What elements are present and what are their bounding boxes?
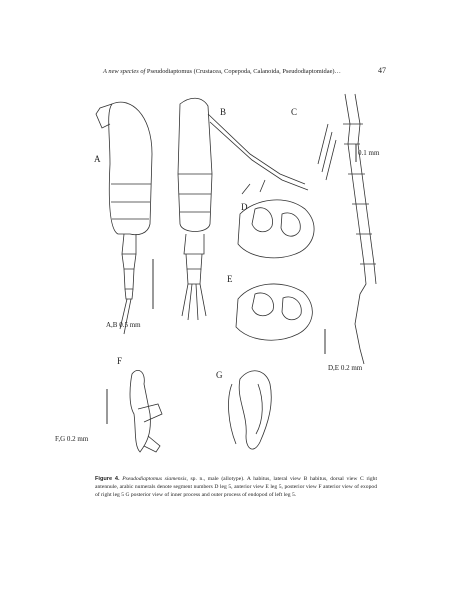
- panel-label-f: F: [117, 356, 123, 366]
- panel-label-e: E: [227, 274, 233, 284]
- panel-label-c: C: [291, 107, 298, 117]
- leg5-posterior-drawing: [236, 284, 312, 340]
- scale-label-de: D,E 0.2 mm: [328, 364, 363, 372]
- running-title-prefix: A new species of: [103, 68, 146, 75]
- endopod-process-drawing: [229, 371, 272, 449]
- exopod-drawing: [130, 370, 162, 452]
- scale-label-fg: F,G 0.2 mm: [55, 435, 89, 443]
- panel-label-g: G: [216, 370, 223, 380]
- running-header: [103, 68, 373, 75]
- panel-label-a: A: [94, 154, 101, 164]
- figure-plate: [55, 84, 405, 464]
- panel-label-b: B: [220, 107, 227, 117]
- caption-text: , sp. n., male (allotype). A habitus, lateral view B habitus, dorsal view C right antennule, arabic numerals denote segment numbers D leg 5, anterior view E leg 5, posterior view F anterior view of exopod of right leg 5 G posterior view of inner process and outer process of endopod of left leg 5.: [95, 476, 378, 499]
- panel-label-d: D: [241, 202, 248, 212]
- page-number: 47: [378, 66, 386, 75]
- leg5-anterior-drawing: [238, 180, 314, 258]
- running-title-taxonomy: (Crustacea, Copepoda, Calanoida, Pseudodiaptomidae)…: [193, 68, 341, 75]
- scale-label-c: 0.1 mm: [358, 149, 380, 157]
- caption-species: Pseudodiaptomus siamensis: [122, 476, 187, 482]
- running-title-genus: Pseudodiaptomus: [146, 68, 193, 75]
- habitus-lateral-drawing: [96, 102, 152, 334]
- antennule-drawing: [318, 94, 376, 364]
- scale-label-ab: A,B 0.5 mm: [106, 321, 141, 329]
- figure-caption: [95, 475, 377, 500]
- caption-label: Figure 4.: [95, 476, 120, 482]
